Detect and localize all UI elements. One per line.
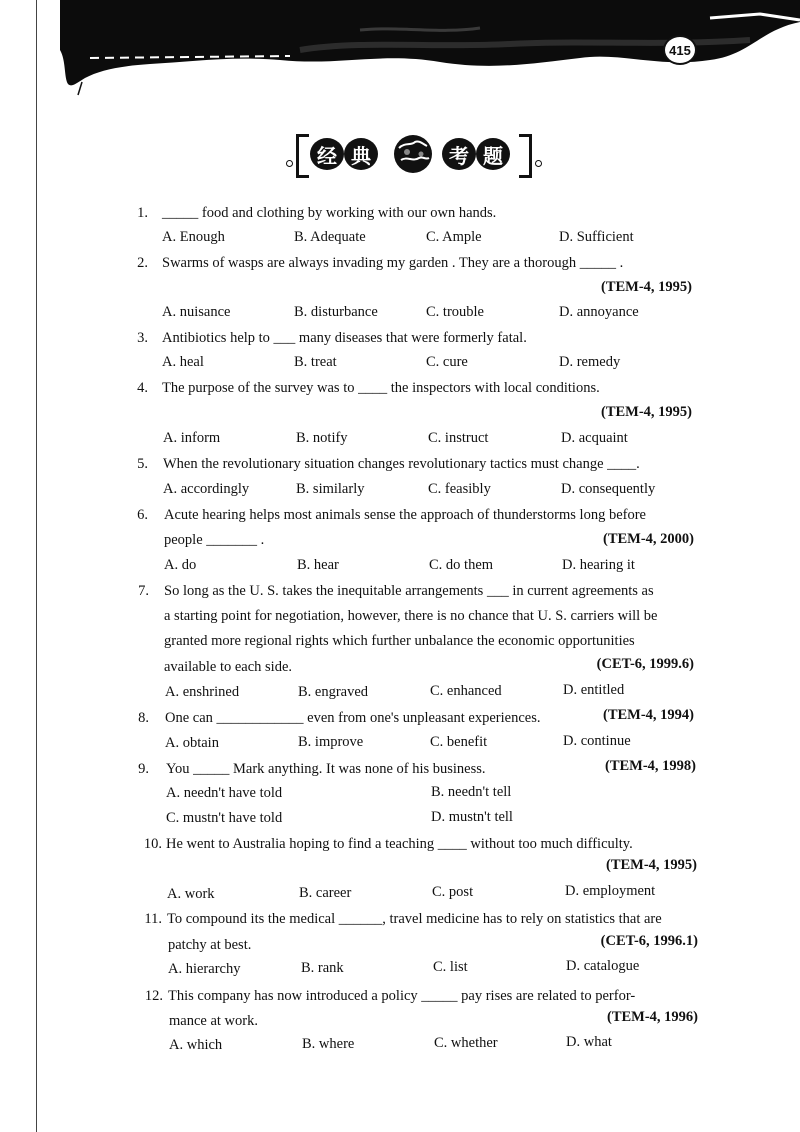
question-number: 7. (138, 583, 149, 599)
question-source: (TEM-4, 1996) (606, 1009, 698, 1025)
question-text: One can ____________ even from one's unpleasant experiences. (165, 710, 541, 726)
question-source: (TEM-4, 2000) (602, 531, 694, 547)
option-d: D. annoyance (559, 304, 639, 320)
option-b: B. where (302, 1036, 355, 1052)
page-number: 415 (663, 35, 697, 65)
option-a: A. accordingly (163, 481, 250, 497)
question-source: (TEM-4, 1998) (604, 758, 696, 774)
option-d: D. what (566, 1034, 612, 1050)
option-c: C. cure (426, 354, 468, 370)
option-b: B. rank (301, 960, 344, 976)
option-c: C. trouble (426, 304, 484, 320)
option-a: A. hierarchy (168, 961, 241, 977)
question-source: (TEM-4, 1995) (600, 279, 692, 295)
option-a: A. Enough (162, 229, 225, 245)
option-d: D. consequently (561, 481, 656, 497)
question-number: 3. (137, 330, 148, 346)
option-a: A. enshrined (165, 684, 240, 700)
option-a: A. inform (163, 430, 221, 446)
option-b: B. career (299, 885, 352, 901)
option-d: D. continue (563, 733, 631, 749)
question-text: When the revolutionary situation changes revolutionary tactics must change ____. (163, 456, 640, 472)
option-a: A. obtain (165, 735, 219, 751)
question-text: Antibiotics help to ___ many diseases that were formerly fatal. (162, 330, 527, 346)
title-char-2: 典 (344, 138, 378, 170)
option-c: C. Ample (426, 229, 482, 245)
question-number: 1. (137, 205, 148, 221)
option-b: B. treat (294, 354, 337, 370)
question-text: Swarms of wasps are always invading my garden . They are a thorough _____ . (162, 255, 624, 271)
question-source: (TEM-4, 1995) (600, 404, 692, 420)
option-c: C. mustn't have told (166, 810, 283, 826)
question-number: 8. (138, 710, 149, 726)
question-text: a starting point for negotiation, however, there is no chance that U. S. carriers will be (164, 608, 658, 624)
title-char-3: 考 (442, 138, 476, 170)
option-d: D. acquaint (561, 430, 628, 446)
option-d: D. employment (565, 883, 656, 899)
option-a: A. heal (162, 354, 204, 370)
question-source: (TEM-4, 1995) (605, 857, 697, 873)
question-text: mance at work. (169, 1013, 258, 1029)
option-b: B. needn't tell (431, 784, 512, 800)
option-a: A. needn't have told (166, 785, 283, 801)
option-d: D. Sufficient (559, 229, 634, 245)
question-text: _____ food and clothing by working with our own hands. (162, 205, 497, 221)
option-d: D. catalogue (566, 958, 640, 974)
question-number: 10. (143, 836, 162, 852)
option-a: A. do (164, 557, 197, 573)
question-text: This company has now introduced a policy _____ pay rises are related to perfor- (168, 988, 636, 1004)
option-b: B. engraved (298, 684, 369, 700)
question-number: 12. (144, 988, 163, 1004)
option-a: A. work (167, 886, 215, 902)
question-text: granted more regional rights which further unbalance the economic opportunities (164, 633, 635, 649)
option-b: B. notify (296, 430, 348, 446)
option-c: C. post (432, 884, 474, 900)
option-d: D. entitled (563, 682, 625, 698)
option-c: C. instruct (428, 430, 489, 446)
option-c: C. list (433, 959, 468, 975)
question-number: 9. (138, 761, 149, 777)
option-d: D. hearing it (562, 557, 635, 573)
option-b: B. similarly (296, 481, 365, 497)
question-text: people _______ . (164, 532, 265, 548)
question-text: The purpose of the survey was to ____ the inspectors with local conditions. (162, 380, 600, 396)
option-b: B. improve (298, 734, 364, 750)
option-c: C. whether (434, 1035, 498, 1051)
question-source: (TEM-4, 1994) (602, 707, 694, 723)
question-text: patchy at best. (168, 937, 252, 953)
option-a: A. which (169, 1037, 223, 1053)
title-char-4: 题 (476, 138, 510, 170)
option-b: B. Adequate (294, 229, 366, 245)
question-text: available to each side. (164, 659, 293, 675)
question-number: 5. (137, 456, 148, 472)
question-number: 11. (144, 911, 162, 927)
option-c: C. feasibly (428, 481, 491, 497)
question-text: Acute hearing helps most animals sense the approach of thunderstorms long before (164, 507, 646, 523)
question-source: (CET-6, 1999.6) (596, 656, 694, 672)
question-source: (CET-6, 1996.1) (600, 933, 698, 949)
question-number: 2. (137, 255, 148, 271)
option-d: D. mustn't tell (431, 809, 513, 825)
option-d: D. remedy (559, 354, 621, 370)
option-c: C. benefit (430, 734, 488, 750)
option-c: C. do them (429, 557, 494, 573)
question-text: He went to Australia hoping to find a teaching ____ without too much difficulty. (166, 836, 633, 852)
question-number: 4. (137, 380, 148, 396)
option-b: B. hear (297, 557, 339, 573)
option-c: C. enhanced (430, 683, 502, 699)
question-number: 6. (137, 507, 148, 523)
option-a: A. nuisance (162, 304, 231, 320)
title-char-1: 经 (310, 138, 344, 170)
question-text: To compound its the medical ______, travel medicine has to rely on statistics that are (167, 911, 662, 927)
option-b: B. disturbance (294, 304, 378, 320)
question-text: So long as the U. S. takes the inequitable arrangements ___ in current agreements as (164, 583, 654, 599)
question-text: You _____ Mark anything. It was none of his business. (166, 761, 486, 777)
